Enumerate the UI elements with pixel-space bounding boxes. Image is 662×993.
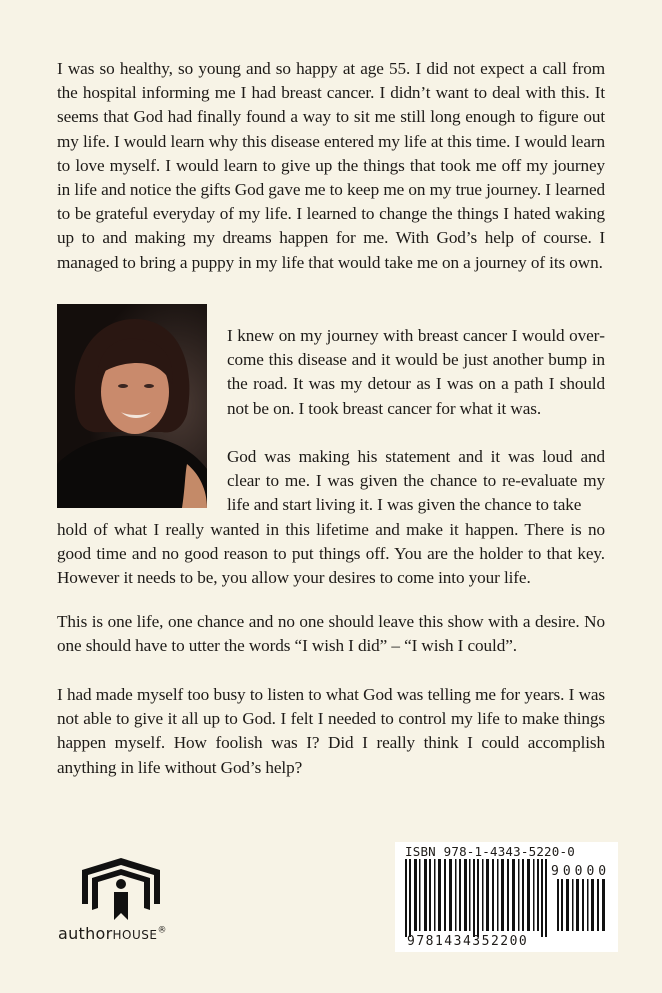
paragraph-statement-start: God was making his statement and it was loud and clear to me. I was given the chance to re-evaluate my life and start living it. I was given the chance to take [227,447,605,515]
authorhouse-logo-icon [82,858,160,920]
paragraph-statement-end: hold of what I really wanted in this lifetime and make it happen. There is no good time and no good reason to put things off. You are the holder to that key. However it needs to be, you allow your desires to come into your life. [57,520,605,588]
paragraph-too-busy: I had made myself too busy to listen to what God was telling me for years. I was not able to give it all up to God. I felt I needed to control my life to make things happen myself. How foolish was I? Did I really think I could accomplish anything in life without God’s help? [57,685,605,777]
publisher-name [58,924,167,943]
paragraph-one-life: This is one life, one chance and no one should leave this show with a desire. No one should have to utter the words “I wish I did” – “I wish I could”. [57,612,605,656]
ean-digits: 9781434352200 [407,934,529,949]
author-photo [57,304,207,508]
price-code: 90000 [551,864,611,879]
publisher-name-lower: author [58,924,113,943]
isbn-barcode [395,842,618,952]
barcode-bars-icon [405,859,610,937]
paragraph-intro: I was so healthy, so young and so happy at age 55. I did not expect a call from the hospital informing me I had breast cancer. I didn’t want to deal with this. It seems that God had finally found a way to sit me still long enough to figure out my life. I would learn why this disease entered my life at this time. I would learn to love myself. I would learn to give up the things that took me off my journey in life and notice the gifts God gave me to keep me on my true journey. I learned to be grateful everyday of my life. I learned to change the things I hated waking up to and making my dreams happen for me. With God’s help of course. I managed to bring a puppy in my life that would take me on a journey of its own. [57,59,605,272]
registered-mark: ® [157,925,167,936]
publisher-name-upper: HOUSE [112,928,158,942]
paragraph-journey: I knew on my journey with breast cancer I would overcome this disease and it would be just another bump in the road. It was my detour as I was on a path I should not be on. I took breast cancer for what it was. [227,326,605,418]
isbn-label: ISBN 978-1-4343-5220-0 [405,844,575,859]
